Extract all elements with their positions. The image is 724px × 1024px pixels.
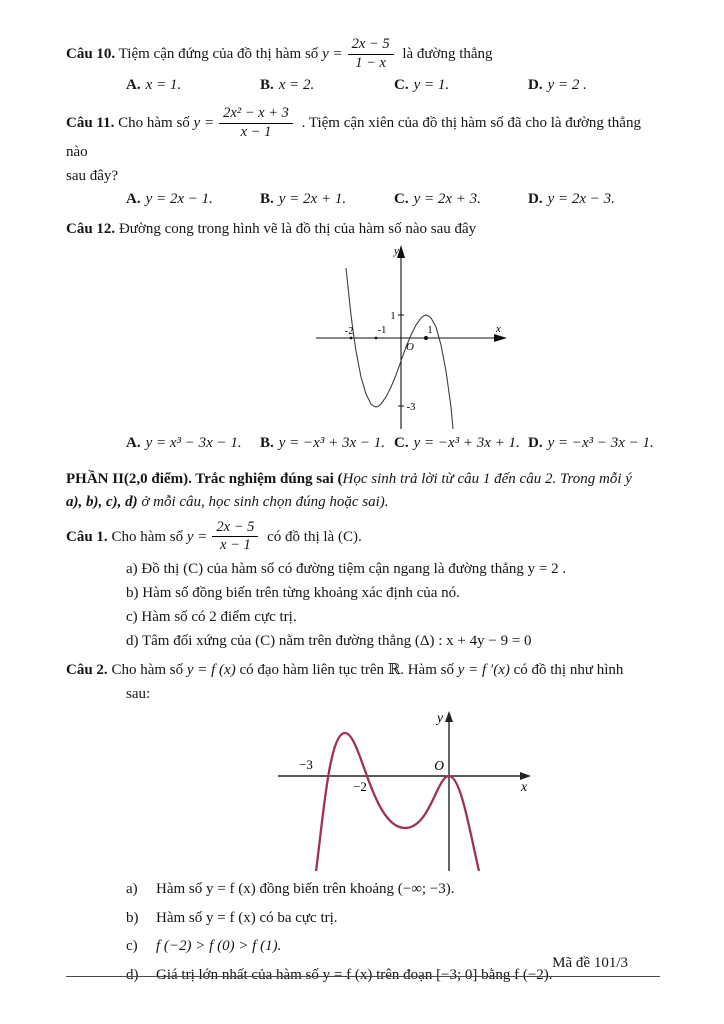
option-key: D. <box>528 191 543 208</box>
question-text: Cho hàm số <box>118 114 190 131</box>
fraction-denominator: x − 1 <box>240 123 272 140</box>
math-fx: y = f (x) <box>186 662 236 679</box>
tick-label-minus3: -3 <box>406 402 416 413</box>
item-text: Giá trị lớn nhất của hàm số y = f (x) trên đoạn [−3; 0] bằng f (−2). <box>156 967 553 984</box>
item-d <box>126 631 662 653</box>
question-text-after: là đường thẳng <box>402 45 493 62</box>
fraction <box>348 37 394 72</box>
option-a <box>126 189 260 210</box>
tick-label-y1: 1 <box>390 311 396 322</box>
option-a <box>126 75 260 96</box>
derivative-graph-svg <box>272 708 542 873</box>
option-text: y = 2x − 3. <box>547 191 615 208</box>
equation-lhs: y = <box>193 114 215 131</box>
part2-heading-bold: PHẦN II(2,0 điểm). Trắc nghiệm đúng sai ( <box>66 471 343 487</box>
tick-label-minus2: -2 <box>344 326 354 337</box>
question-line2: sau: <box>126 686 151 703</box>
item-key: d) <box>126 967 139 984</box>
question-label: Câu 12. <box>66 221 116 238</box>
option-c <box>394 189 528 210</box>
option-a <box>126 433 260 454</box>
item-key: c) <box>126 938 138 955</box>
item-key: d) <box>126 632 139 649</box>
option-text: y = 2x − 1. <box>145 191 213 208</box>
question-text: Đường cong trong hình vẽ là đồ thị của hàm số nào sau đây <box>118 221 477 238</box>
item-text: f (−2) > f (0) > f (1). <box>156 938 282 955</box>
fraction <box>219 106 293 141</box>
true-false-items <box>126 559 662 652</box>
option-key: A. <box>126 76 141 93</box>
item-key: b) <box>126 585 139 602</box>
question-text: . Hàm số <box>400 662 454 679</box>
derivative-curve <box>316 733 479 871</box>
option-text: y = −x³ + 3x + 1. <box>413 435 520 451</box>
item-text: Hàm số y = f (x) đồng biến trên khoảng (−∞; −3). <box>156 880 455 897</box>
question-10-statement <box>66 36 662 73</box>
figure-cubic-graph <box>314 243 662 431</box>
item-c <box>126 607 662 629</box>
tick-x-minus2 <box>350 337 353 340</box>
option-text: x = 2. <box>278 76 315 93</box>
origin-label: O <box>434 757 444 773</box>
option-d <box>528 189 662 210</box>
tick-x-minus1 <box>375 337 378 340</box>
question-statement <box>66 660 662 682</box>
item-text: Hàm số có 2 điểm cực trị. <box>141 608 297 625</box>
y-axis-label: y <box>394 245 399 257</box>
part2-question-2 <box>66 660 662 987</box>
option-text: y = 2x + 3. <box>413 191 481 208</box>
answer-options <box>126 433 662 454</box>
question-text-after: . Tiệm cận xiên của đồ thị hàm số đã cho là đường thẳng nào <box>66 114 641 160</box>
fraction-numerator: 2x² − x + 3 <box>219 106 293 124</box>
x-axis-label: x <box>496 323 501 335</box>
question-label: Câu 11. <box>66 114 115 131</box>
option-key: D. <box>528 435 543 451</box>
question-10 <box>66 36 662 96</box>
option-key: A. <box>126 191 141 208</box>
question-text: Cho hàm số <box>111 528 184 545</box>
answer-options <box>126 75 662 96</box>
question-12-statement <box>66 219 662 241</box>
item-b <box>126 908 662 930</box>
item-text: Đồ thị (C) của hàm số có đường tiệm cận ngang là đường thẳng y = 2 . <box>141 561 567 578</box>
answer-options <box>126 189 662 210</box>
part2-heading2-italic: ở mỗi câu, học sinh chọn đúng hoặc sai). <box>137 494 389 511</box>
option-key: A. <box>126 435 141 451</box>
item-b <box>126 583 662 605</box>
item-key: a) <box>126 561 138 578</box>
item-a <box>126 879 662 901</box>
tick-label-minus1: -1 <box>377 325 387 336</box>
option-key: C. <box>394 191 409 208</box>
cubic-graph-svg <box>314 243 514 431</box>
item-key: a) <box>126 880 138 897</box>
part2-question-1 <box>66 519 662 653</box>
question-12 <box>66 219 662 454</box>
origin-label: O <box>406 341 414 353</box>
question-11-statement <box>66 105 662 164</box>
item-text: Hàm số y = f (x) có ba cực trị. <box>156 909 338 926</box>
item-text: Tâm đối xứng của (C) nằm trên đường thẳng (Δ) : x + 4y − 9 = 0 <box>141 632 532 649</box>
page-footer <box>66 953 660 977</box>
option-d <box>528 433 662 454</box>
question-label: Câu 2. <box>66 662 108 679</box>
question-label: Câu 1. <box>66 528 108 545</box>
fraction-denominator: x − 1 <box>220 537 251 554</box>
question-text: có đạo hàm liên tục trên <box>239 662 384 679</box>
item-a <box>126 559 662 581</box>
question-text: Cho hàm số <box>111 662 184 679</box>
option-key: C. <box>394 435 409 451</box>
figure-derivative-graph <box>272 708 662 873</box>
part2-heading2-bold-italic: a), b), c), d) <box>66 494 138 511</box>
exam-code: Mã đề 101/3 <box>552 955 628 971</box>
option-d <box>528 75 662 96</box>
fraction-numerator: 2x − 5 <box>212 520 258 538</box>
fraction-numerator: 2x − 5 <box>348 37 394 55</box>
option-text: y = −x³ + 3x − 1. <box>278 435 385 451</box>
option-text: y = 1. <box>413 76 450 93</box>
question-text: Tiệm cận đứng của đồ thị hàm số <box>118 45 319 62</box>
option-b <box>260 189 394 210</box>
option-b <box>260 433 394 454</box>
fraction <box>212 520 258 555</box>
y-axis-arrow-icon <box>445 711 453 722</box>
tick-label-minus2: −2 <box>353 778 367 794</box>
option-c <box>394 75 528 96</box>
question-text: có đồ thị như hình <box>513 662 624 679</box>
tick-label-x1: 1 <box>427 325 433 336</box>
question-text-after: có đồ thị là (C). <box>267 528 362 545</box>
option-text: y = −x³ − 3x − 1. <box>547 435 654 451</box>
equation-lhs: y = <box>322 45 343 62</box>
math-R: ℝ <box>387 662 401 679</box>
option-key: B. <box>260 191 274 208</box>
option-key: C. <box>394 76 409 93</box>
option-text: y = x³ − 3x − 1. <box>145 435 242 451</box>
item-key: b) <box>126 909 139 926</box>
option-key: D. <box>528 76 543 93</box>
option-text: x = 1. <box>145 76 182 93</box>
option-c <box>394 433 528 454</box>
question-label: Câu 10. <box>66 45 116 62</box>
option-key: B. <box>260 76 274 93</box>
part2-heading-italic: Học sinh trả lời từ câu 1 đến câu 2. Trong mỗi ý <box>342 471 632 487</box>
fraction-denominator: 1 − x <box>355 54 386 71</box>
x-axis-label: x <box>521 778 527 794</box>
math-fprime: y = f ′(x) <box>457 662 510 679</box>
question-11-line2: sau đây? <box>66 167 119 184</box>
option-b <box>260 75 394 96</box>
tick-x-1 <box>424 336 428 340</box>
x-axis-arrow-icon <box>494 334 507 342</box>
item-text: Hàm số đồng biến trên từng khoảng xác định của nó. <box>142 585 460 602</box>
part2-heading <box>66 468 662 515</box>
equation-lhs: y = <box>186 528 208 545</box>
question-statement <box>66 519 662 556</box>
option-text: y = 2x + 1. <box>278 191 347 208</box>
question-11 <box>66 105 662 210</box>
y-axis-label: y <box>437 709 443 725</box>
item-key: c) <box>126 608 138 625</box>
cubic-curve <box>346 268 453 429</box>
tick-label-minus3: −3 <box>299 756 313 772</box>
option-key: B. <box>260 435 274 451</box>
option-text: y = 2 . <box>547 76 587 93</box>
footer-divider <box>66 976 660 977</box>
